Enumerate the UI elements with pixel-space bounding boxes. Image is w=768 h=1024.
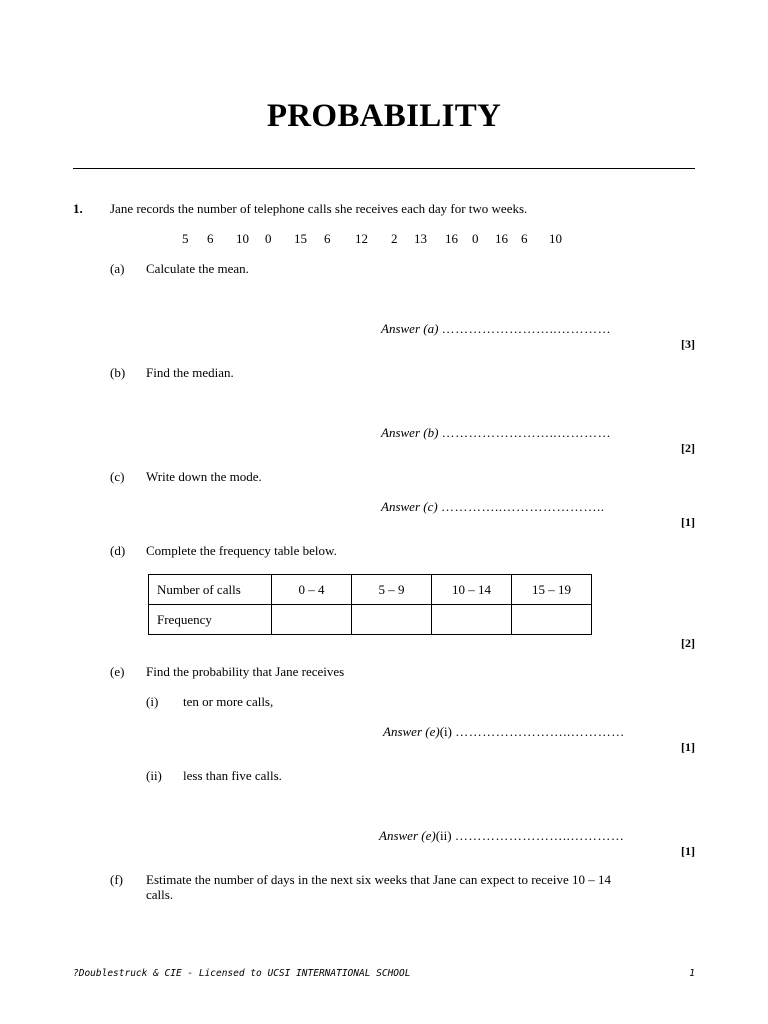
data-value: 13 bbox=[414, 231, 427, 246]
data-value: 0 bbox=[472, 231, 479, 246]
answer-sublabel: (ii) bbox=[435, 828, 452, 843]
answer-line: ……………………..………… bbox=[454, 828, 625, 843]
answer-e-ii[interactable] bbox=[379, 828, 624, 844]
part-f-text-line1: Estimate the number of days in the next six weeks that Jane can expect to receive 10 – 14 bbox=[146, 872, 611, 887]
answer-label: Answer (a) bbox=[381, 321, 439, 336]
table-header-cell: Frequency bbox=[149, 605, 272, 635]
question-number: 1. bbox=[73, 201, 83, 216]
data-value: 2 bbox=[391, 231, 398, 246]
answer-e-i[interactable] bbox=[383, 724, 625, 740]
answer-c[interactable] bbox=[381, 499, 604, 515]
answer-line: ……………………..………… bbox=[441, 321, 612, 336]
answer-label: Answer (e) bbox=[379, 828, 436, 843]
answer-sublabel: (i) bbox=[439, 724, 452, 739]
part-a-text: Calculate the mean. bbox=[146, 261, 249, 276]
table-row bbox=[149, 575, 592, 605]
data-value: 10 bbox=[549, 231, 562, 246]
page-footer bbox=[73, 968, 695, 979]
data-value: 12 bbox=[355, 231, 368, 246]
marks: [1] bbox=[681, 844, 695, 858]
part-label: (b) bbox=[110, 365, 126, 380]
answer-label: Answer (e) bbox=[383, 724, 440, 739]
answer-label: Answer (c) bbox=[381, 499, 438, 514]
data-value: 0 bbox=[265, 231, 272, 246]
table-class-cell: 15 – 19 bbox=[512, 575, 592, 605]
part-label: (d) bbox=[110, 543, 126, 558]
subpart-label: (i) bbox=[146, 694, 159, 709]
marks: [2] bbox=[681, 441, 695, 455]
page-title: PROBABILITY bbox=[266, 98, 502, 134]
data-value: 16 bbox=[495, 231, 508, 246]
table-class-cell: 5 – 9 bbox=[352, 575, 432, 605]
part-e-text: Find the probability that Jane receives bbox=[146, 664, 345, 679]
table-class-cell: 0 – 4 bbox=[272, 575, 352, 605]
data-value: 6 bbox=[521, 231, 528, 246]
table-header-cell: Number of calls bbox=[149, 575, 272, 605]
data-value: 15 bbox=[294, 231, 307, 246]
part-label: (c) bbox=[110, 469, 125, 484]
part-d-text: Complete the frequency table below. bbox=[146, 543, 337, 558]
part-c-text: Write down the mode. bbox=[146, 469, 262, 484]
data-value: 16 bbox=[445, 231, 458, 246]
part-f-text-line2: calls. bbox=[146, 887, 174, 902]
answer-a[interactable] bbox=[381, 321, 611, 337]
frequency-input-cell[interactable] bbox=[512, 605, 592, 635]
part-b-text: Find the median. bbox=[146, 365, 234, 380]
marks: [3] bbox=[681, 337, 695, 351]
footer-license: ?Doublestruck & CIE - Licensed to UCSI INTERNATIONAL SCHOOL bbox=[73, 968, 411, 979]
answer-b[interactable] bbox=[381, 425, 611, 441]
page-number: 1 bbox=[689, 968, 695, 979]
data-value: 10 bbox=[236, 231, 249, 246]
title-divider bbox=[73, 168, 695, 169]
part-label: (f) bbox=[110, 872, 123, 887]
data-value: 6 bbox=[207, 231, 214, 246]
call-data-row bbox=[0, 231, 768, 247]
part-e-i-text: ten or more calls, bbox=[183, 694, 274, 709]
answer-line: ……………………..………… bbox=[455, 724, 625, 739]
marks: [1] bbox=[681, 740, 695, 754]
marks: [1] bbox=[681, 515, 695, 529]
answer-label: Answer (b) bbox=[381, 425, 439, 440]
subpart-label: (ii) bbox=[146, 768, 162, 783]
part-label: (a) bbox=[110, 261, 125, 276]
data-value: 6 bbox=[324, 231, 331, 246]
question-stem: Jane records the number of telephone calls she receives each day for two weeks. bbox=[110, 201, 528, 216]
marks: [2] bbox=[681, 636, 695, 650]
table-class-cell: 10 – 14 bbox=[432, 575, 512, 605]
frequency-input-cell[interactable] bbox=[352, 605, 432, 635]
part-label: (e) bbox=[110, 664, 125, 679]
frequency-input-cell[interactable] bbox=[432, 605, 512, 635]
answer-line: ……………………..………… bbox=[441, 425, 612, 440]
table-row bbox=[149, 605, 592, 635]
frequency-input-cell[interactable] bbox=[272, 605, 352, 635]
part-e-ii-text: less than five calls. bbox=[183, 768, 282, 783]
frequency-table bbox=[148, 574, 592, 635]
data-value: 5 bbox=[182, 231, 189, 246]
answer-line: …………..………………….. bbox=[440, 499, 605, 514]
